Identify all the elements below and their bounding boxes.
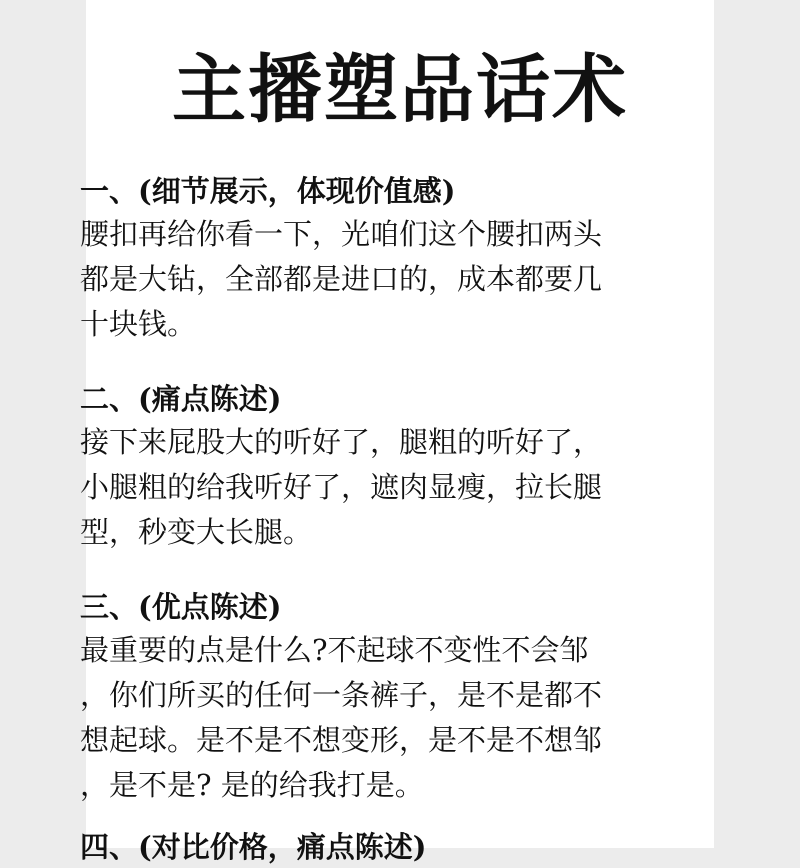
- section-heading: 一、(细节展示，体现价值感): [80, 174, 456, 208]
- section-paragraph: [80, 628, 730, 808]
- section-3: [80, 586, 730, 808]
- section-heading: 二、(痛点陈述): [80, 382, 282, 416]
- section-heading: 三、(优点陈述): [80, 590, 282, 624]
- paragraph-line: 最重要的点是什么?不起球不变性不会邹: [80, 633, 589, 667]
- page-title: 主播塑品话术: [172, 47, 628, 133]
- paragraph-line: 都是大钻，全部都是进口的，成本都要几: [80, 262, 603, 296]
- section-paragraph: [80, 212, 730, 347]
- section-heading: 四、(对比价格，痛点陈述): [80, 830, 427, 864]
- paragraph-line: 小腿粗的给我听好了，遮肉显瘦，拉长腿: [80, 470, 603, 504]
- paragraph-line: ，你们所买的任何一条裤子，是不是都不: [80, 678, 603, 712]
- section-2: [80, 378, 730, 555]
- paragraph-line: 接下来屁股大的听好了，腿粗的听好了，: [80, 425, 603, 459]
- paragraph-line: ，是不是? 是的给我打是。: [80, 768, 424, 802]
- section-4: [80, 826, 730, 868]
- section-1: [80, 170, 730, 347]
- paragraph-line: 型，秒变大长腿。: [80, 515, 313, 549]
- paragraph-line: 想起球。是不是不想变形，是不是不想邹: [80, 723, 603, 757]
- paragraph-line: 腰扣再给你看一下，光咱们这个腰扣两头: [80, 217, 603, 251]
- paragraph-line: 十块钱。: [80, 307, 197, 341]
- section-paragraph: [80, 420, 730, 555]
